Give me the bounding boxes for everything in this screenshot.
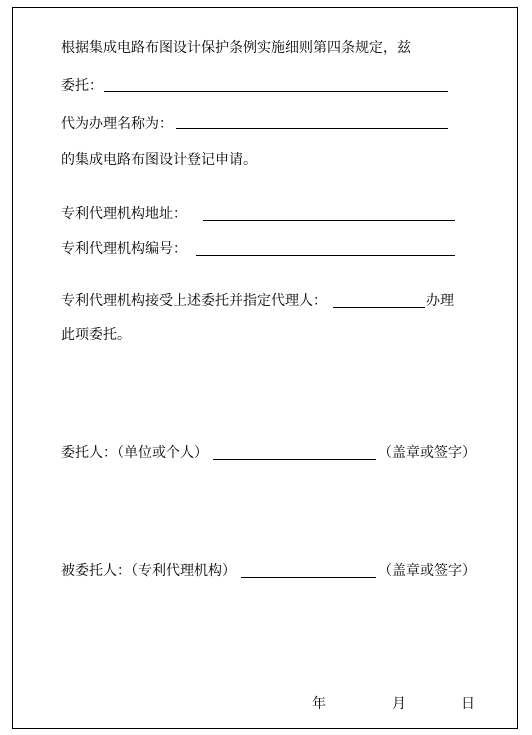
agent-fill-line[interactable] xyxy=(333,307,425,308)
agent-seal-text: （盖章或签字） xyxy=(378,563,476,579)
agent-name-label: 代为办理名称为： xyxy=(61,116,173,132)
entrust-label: 委托： xyxy=(61,78,103,94)
matter-text: 此项委托。 xyxy=(61,327,131,343)
application-text: 的集成电路布图设计登记申请。 xyxy=(61,152,257,168)
agent-label: 被委托人：（专利代理机构） xyxy=(61,563,236,579)
principal-signature-line[interactable] xyxy=(213,459,376,460)
month-label: 月 xyxy=(392,696,406,712)
design-name-fill-line[interactable] xyxy=(176,128,448,129)
agency-address-fill-line[interactable] xyxy=(203,220,455,221)
principal-seal-text: （盖章或签字） xyxy=(378,445,476,461)
handle-text: 办理 xyxy=(426,293,454,309)
year-label: 年 xyxy=(312,696,326,712)
principal-label: 委托人：（单位或个人） xyxy=(61,445,208,461)
agent-signature-line[interactable] xyxy=(241,577,376,578)
day-label: 日 xyxy=(461,696,475,712)
agency-address-label: 专利代理机构地址： xyxy=(61,206,187,222)
agency-number-fill-line[interactable] xyxy=(196,255,455,256)
agency-number-label: 专利代理机构编号： xyxy=(61,241,187,257)
entrust-fill-line[interactable] xyxy=(104,91,448,92)
accept-text: 专利代理机构接受上述委托并指定代理人： xyxy=(61,293,327,309)
intro-text: 根据集成电路布图设计保护条例实施细则第四条规定，兹 xyxy=(61,40,411,56)
